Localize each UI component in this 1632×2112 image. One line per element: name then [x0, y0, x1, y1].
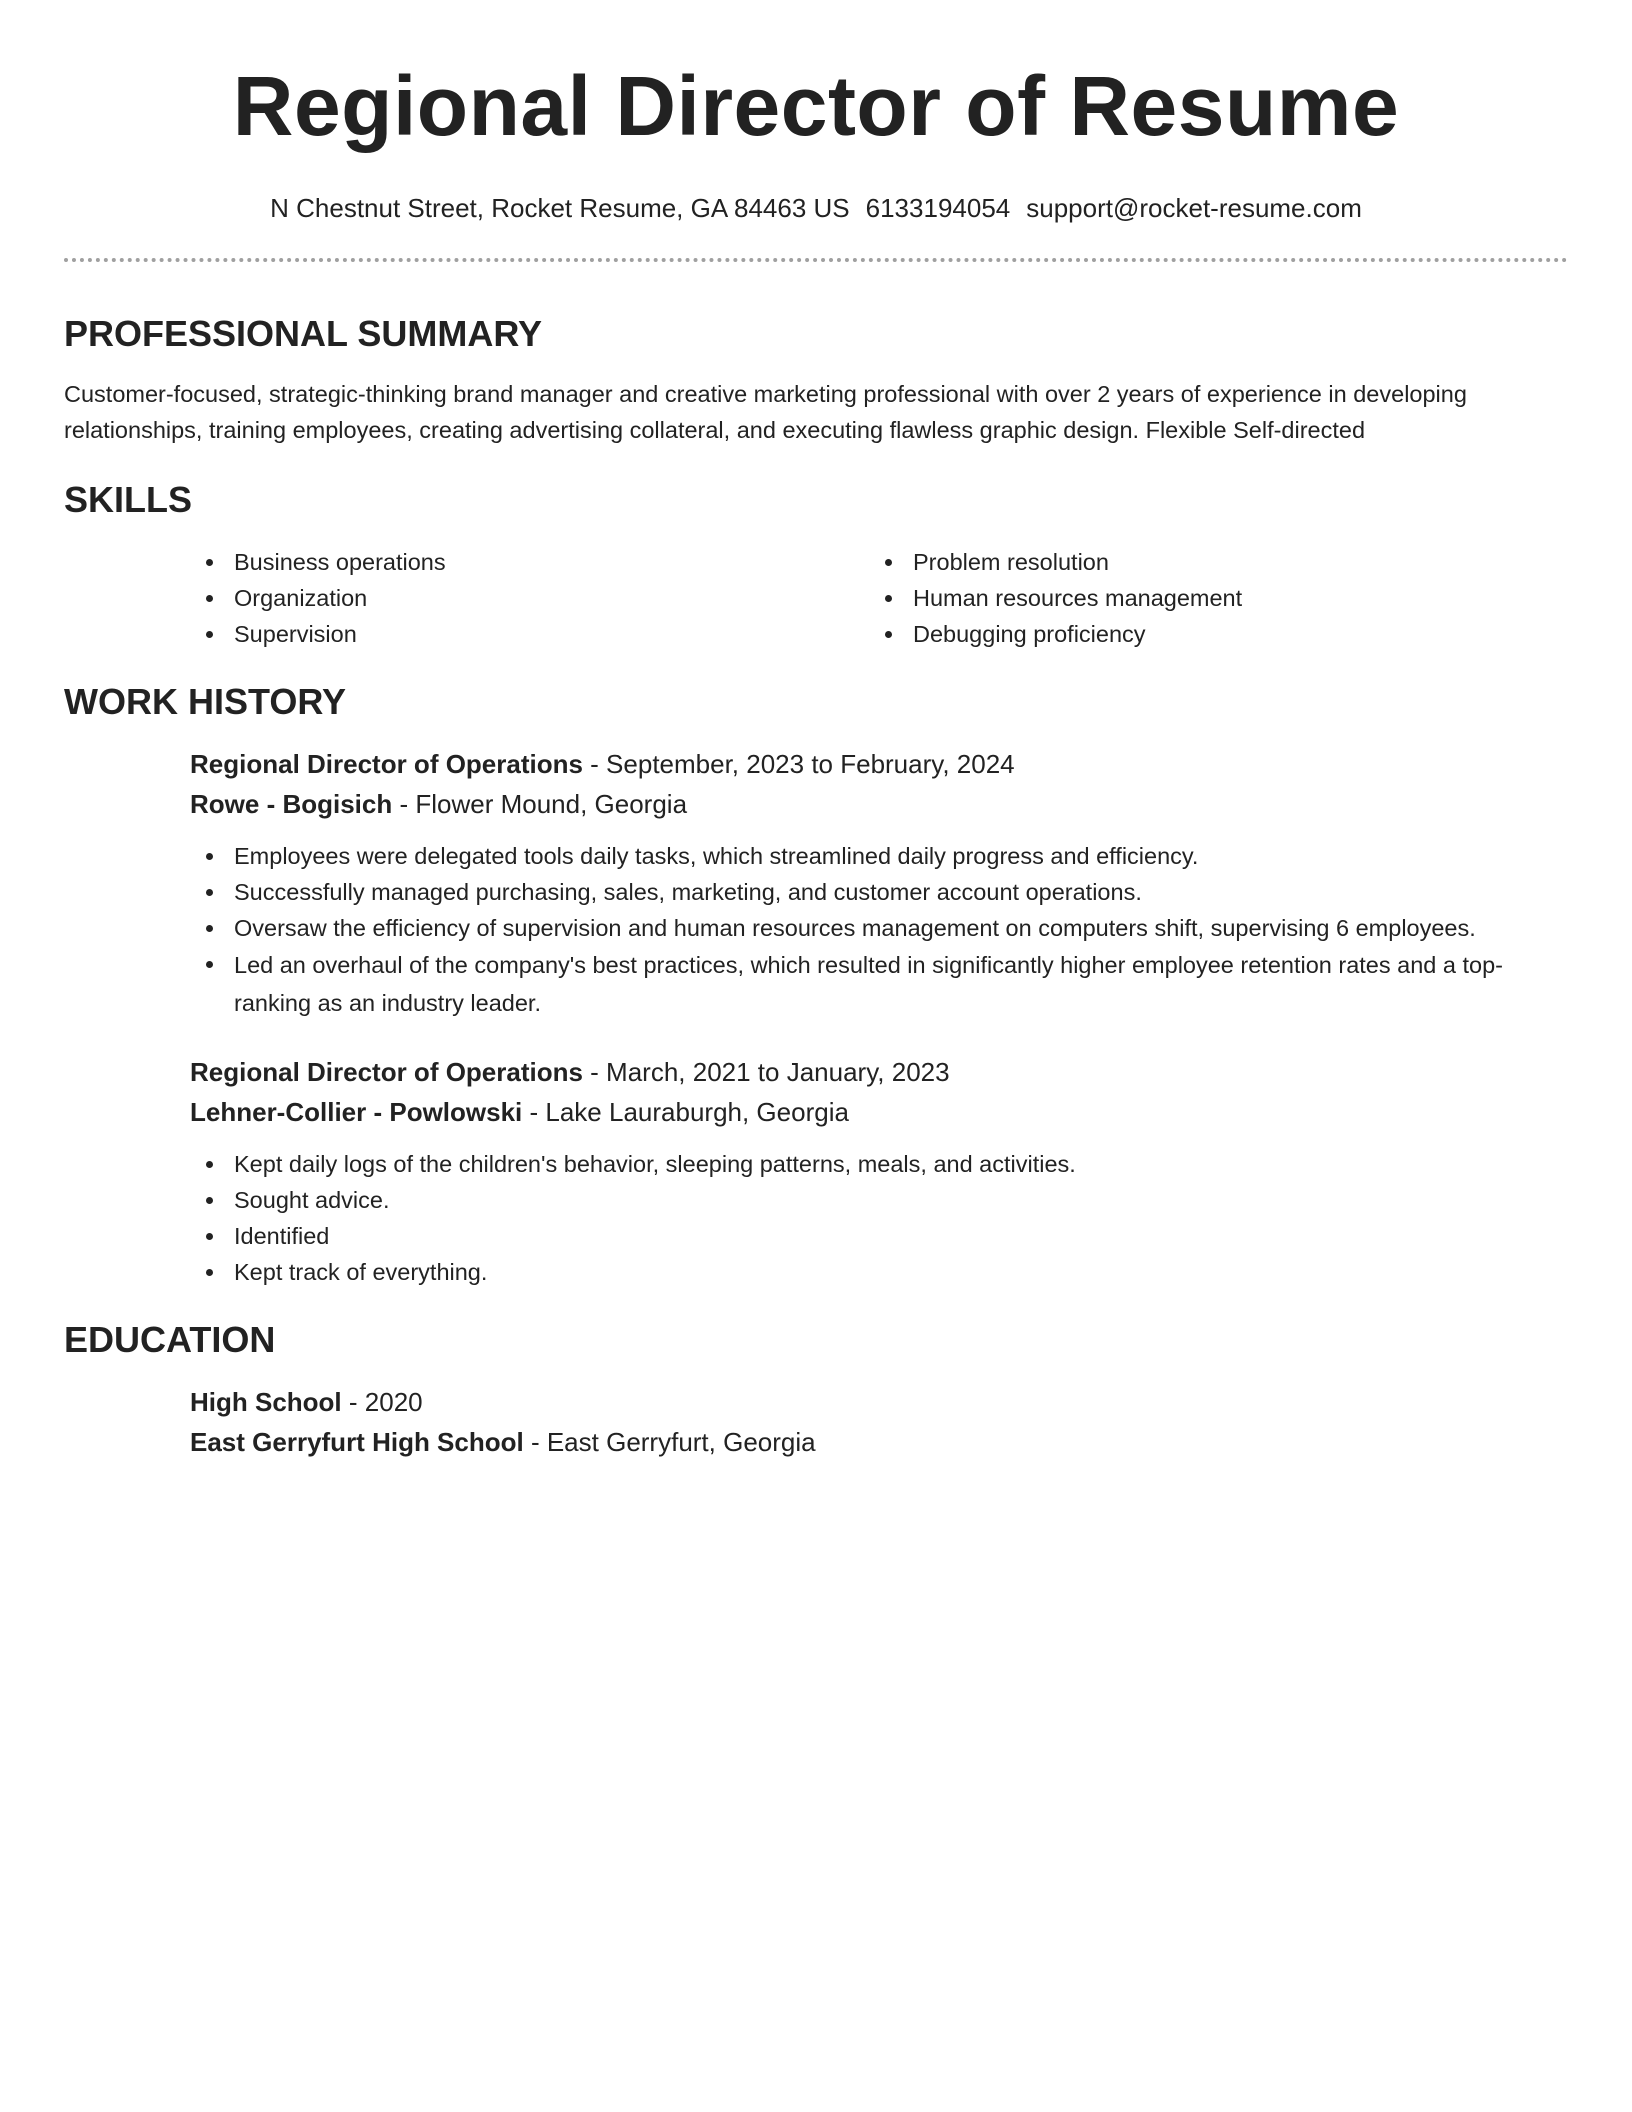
contact-line — [64, 192, 1568, 224]
header-divider — [64, 258, 1568, 262]
job-dates: - March, 2021 to January, 2023 — [582, 1057, 950, 1087]
job-bullets — [190, 1146, 1568, 1290]
job-entry — [190, 1052, 1568, 1290]
skills-list — [190, 544, 1568, 652]
job-location: - Flower Mound, Georgia — [392, 789, 688, 819]
skills-column-right — [869, 544, 1568, 652]
job-bullet: Kept daily logs of the children's behavior, sleeping patterns, meals, and activities. — [190, 1146, 1568, 1182]
job-bullet: Sought advice. — [190, 1182, 1568, 1218]
education-section — [64, 1318, 1568, 1462]
education-location: - East Gerryfurt, Georgia — [523, 1427, 816, 1457]
education-year: - 2020 — [341, 1387, 423, 1417]
job-company-line — [190, 1092, 1568, 1132]
job-bullet: Oversaw the efficiency of supervision and human resources management on computers shift, supervising 6 employees. — [190, 910, 1568, 946]
job-company-line — [190, 784, 1568, 824]
job-company: Rowe - Bogisich — [190, 789, 393, 819]
work-title: WORK HISTORY — [64, 681, 347, 722]
skills-column-left — [190, 544, 869, 652]
job-entry — [190, 744, 1568, 1022]
work-section — [64, 680, 1568, 1290]
job-title-line — [190, 1052, 1568, 1092]
education-school: East Gerryfurt High School — [190, 1427, 524, 1457]
education-title: EDUCATION — [64, 1319, 276, 1360]
job-bullet: Led an overhaul of the company's best practices, which resulted in significantly higher employee retention rates and a top-ranking as an industry leader. — [190, 946, 1568, 1022]
skills-section — [64, 478, 1568, 652]
summary-text: Customer-focused, strategic-thinking brand manager and creative marketing professional with over 2 years of experience in developing relationships, training employees, creating advertising collateral, and executing flawless graphic design. Flexible Self-directed — [64, 381, 1467, 443]
job-role: Regional Director of Operations — [190, 749, 583, 779]
skill-item: Debugging proficiency — [869, 616, 1568, 652]
job-bullet: Identified — [190, 1218, 1568, 1254]
job-bullet: Kept track of everything. — [190, 1254, 1568, 1290]
skill-item: Organization — [190, 580, 869, 616]
job-role: Regional Director of Operations — [190, 1057, 583, 1087]
contact-phone: 6133194054 — [865, 193, 1011, 223]
job-bullet: Successfully managed purchasing, sales, marketing, and customer account operations. — [190, 874, 1568, 910]
education-degree: High School — [190, 1387, 342, 1417]
skill-item: Problem resolution — [869, 544, 1568, 580]
job-bullet: Employees were delegated tools daily tasks, which streamlined daily progress and efficiency. — [190, 838, 1568, 874]
job-company: Lehner-Collier - Powlowski — [190, 1097, 523, 1127]
education-degree-line — [190, 1382, 1568, 1422]
education-school-line — [190, 1422, 1568, 1462]
skill-item: Supervision — [190, 616, 869, 652]
summary-title: PROFESSIONAL SUMMARY — [64, 313, 543, 354]
education-entry — [190, 1382, 1568, 1462]
candidate-name: Regional Director of Resume — [232, 59, 1400, 153]
contact-address: N Chestnut Street, Rocket Resume, GA 84463 US — [270, 193, 850, 223]
skills-title: SKILLS — [64, 479, 193, 520]
skill-item: Human resources management — [869, 580, 1568, 616]
skill-item: Business operations — [190, 544, 869, 580]
contact-email: support@rocket-resume.com — [1026, 193, 1362, 223]
job-title-line — [190, 744, 1568, 784]
job-bullets — [190, 838, 1568, 1022]
summary-section — [64, 312, 1568, 448]
job-location: - Lake Lauraburgh, Georgia — [522, 1097, 849, 1127]
job-dates: - September, 2023 to February, 2024 — [582, 749, 1015, 779]
